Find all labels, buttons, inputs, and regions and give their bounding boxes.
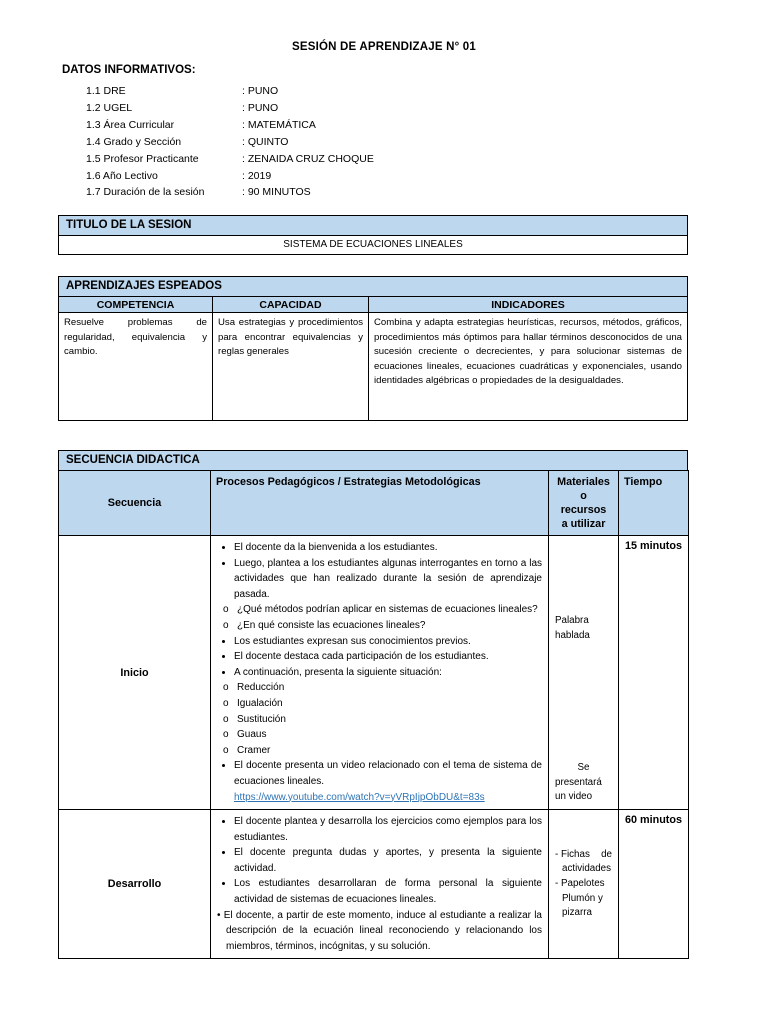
bullet-list-inicio-3 — [217, 758, 542, 805]
titulo-sesion-band: TITULO DE LA SESION — [58, 215, 688, 236]
datos-value: : QUINTO — [242, 135, 289, 148]
time-inicio: 15 minutos — [619, 536, 689, 810]
table-header-row — [59, 471, 689, 536]
youtube-video-link[interactable]: https://www.youtube.com/watch?v=yVRpIjpObDU&t=83s — [234, 791, 485, 803]
list-item: • Los estudiantes expresan sus conocimientos previos. — [234, 634, 542, 650]
list-item — [234, 758, 542, 805]
cell-materiales-inicio — [549, 536, 619, 810]
material-text-inicio-2-line3: un video — [555, 791, 593, 803]
secuencia-didactica-table — [58, 470, 689, 959]
material-line-pizarra: pizarra — [562, 907, 592, 919]
secuencia-didactica-band: SECUENCIA DIDACTICA — [58, 450, 688, 470]
material-de-word: de — [601, 848, 612, 860]
aprendizajes-block — [58, 276, 688, 421]
list-item: o Guaus — [237, 727, 542, 743]
column-header-tiempo: Tiempo — [619, 471, 689, 536]
datos-label: 1.5 Profesor Practicante — [86, 152, 199, 165]
column-header-indicadores: INDICADORES — [369, 297, 688, 313]
cell-procesos-inicio — [211, 536, 549, 810]
datos-label: 1.4 Grado y Sección — [86, 135, 182, 148]
material-line-actividades: actividades — [562, 863, 612, 875]
bullet-list-inicio-1 — [217, 540, 542, 602]
list-item: o Sustitución — [237, 712, 542, 728]
cell-indicadores: Combina y adapta estrategias heurísticas, recursos, métodos, gráficos, procedimientos más óptimos para hallar términos desconocidos de una sucesión creciente o decrecientes, y para solucionar sistemas de ecuaciones lineales, ecuaciones cuadráticas y exponenciales, usando identidades algébricas o propiedades de la desigualdades. — [369, 313, 688, 421]
datos-informativos-list — [86, 83, 506, 201]
table-row-inicio — [59, 536, 689, 810]
datos-label: 1.1 DRE — [86, 85, 126, 97]
material-line-plumon: Plumón y — [562, 892, 603, 904]
list-item: • Los estudiantes desarrollaran de forma personal la siguiente actividad de sistemas de ecuaciones lineales. — [234, 876, 542, 907]
question-list-inicio — [217, 602, 542, 633]
datos-row — [86, 168, 506, 185]
page-title: SESIÓN DE APRENDIZAJE N° 01 — [291, 41, 477, 53]
list-item: o ¿Qué métodos podrían aplicar en sistemas de ecuaciones lineales? — [237, 602, 542, 618]
table-header-row — [59, 297, 688, 313]
list-item: o Reducción — [237, 680, 542, 696]
datos-value: : PUNO — [242, 85, 279, 97]
column-header-capacidad: CAPACIDAD — [213, 297, 369, 313]
datos-value: : MATEMÁTICA — [242, 118, 316, 131]
methods-list-inicio — [217, 680, 542, 758]
table-row — [59, 313, 688, 421]
datos-row — [86, 151, 506, 168]
datos-value: : 2019 — [242, 169, 272, 182]
material-text-inicio-2-line2: presentará — [555, 776, 602, 788]
list-item: • El docente destaca cada participación de los estudiantes. — [234, 649, 542, 665]
titulo-sesion-subtitle: SISTEMA DE ECUACIONES LINEALES — [58, 236, 688, 255]
list-item: o ¿En qué consiste las ecuaciones lineales? — [237, 618, 542, 634]
datos-row — [86, 117, 506, 134]
datos-row — [86, 134, 506, 151]
bullet-list-inicio-2 — [217, 634, 542, 681]
datos-informativos-heading: DATOS INFORMATIVOS: — [62, 64, 196, 76]
aprendizajes-table — [58, 296, 688, 421]
datos-value: : PUNO — [242, 101, 279, 114]
material-line-papelotes: - Papelotes — [555, 877, 605, 889]
table-row-desarrollo — [59, 810, 689, 959]
column-header-competencia: COMPETENCIA — [59, 297, 213, 313]
aprendizajes-band: APRENDIZAJES ESPEADOS — [58, 276, 688, 296]
list-item: • El docente plantea y desarrolla los ejercicios como ejemplos para los estudiantes. — [234, 814, 542, 845]
datos-label: 1.3 Área Curricular — [86, 118, 175, 131]
time-desarrollo: 60 minutos — [619, 810, 689, 959]
bullet-list-desarrollo — [217, 814, 542, 908]
materiales-line-2: o — [580, 490, 587, 502]
materiales-line-3: recursos — [560, 504, 607, 516]
material-text-inicio-1: Palabra hablada — [555, 615, 590, 641]
titulo-sesion-block — [58, 215, 688, 255]
list-item: • El docente da la bienvenida a los estudiantes. — [234, 540, 542, 556]
list-item: • Luego, plantea a los estudiantes algunas interrogantes en torno a las actividades que han realizado durante la sesión de aprendizaje pasada. — [234, 556, 542, 603]
cell-competencia: Resuelve problemas de regularidad, equivalencia y cambio. — [59, 313, 213, 421]
list-item: • A continuación, presenta la siguiente situación: — [234, 665, 542, 681]
material-line-fichas — [555, 848, 612, 863]
datos-value: : 90 MINUTOS — [242, 186, 311, 199]
datos-row — [86, 83, 506, 100]
column-header-secuencia: Secuencia — [59, 471, 211, 536]
paragraph-desarrollo: • El docente, a partir de este momento, induce al estudiante a realizar la descripción de la ecuación lineal reconociendo y relacionando los miembros, términos, incógnitas, y su solución. — [217, 909, 542, 952]
column-header-procesos: Procesos Pedagógicos / Estrategias Metodológicas — [211, 471, 549, 536]
materiales-line-4: a utilizar — [561, 518, 606, 530]
column-header-materiales — [549, 471, 619, 536]
datos-label: 1.6 Año Lectivo — [86, 169, 158, 182]
list-item: • El docente pregunta dudas y aportes, y presenta la siguiente actividad. — [234, 845, 542, 876]
video-bullet-text: El docente presenta un video relacionado con el tema de sistema de ecuaciones lineales. — [234, 760, 542, 787]
cell-materiales-desarrollo — [549, 810, 619, 959]
stage-label-inicio: Inicio — [59, 536, 211, 810]
stage-label-desarrollo: Desarrollo — [59, 810, 211, 959]
datos-row — [86, 184, 506, 201]
datos-label: 1.7 Duración de la sesión — [86, 186, 205, 199]
material-text-inicio-2-line1: Se — [577, 762, 590, 774]
spacer — [555, 540, 612, 614]
list-item: o Igualación — [237, 696, 542, 712]
datos-value: : ZENAIDA CRUZ CHOQUE — [242, 152, 374, 165]
secuencia-didactica-block — [58, 450, 688, 959]
list-item: o Cramer — [237, 743, 542, 759]
material-dash-fichas: - Fichas — [555, 848, 590, 860]
spacer — [555, 643, 612, 761]
cell-capacidad: Usa estrategias y procedimientos para encontrar equivalencias y reglas generales — [213, 313, 369, 421]
datos-label: 1.2 UGEL — [86, 101, 133, 114]
cell-procesos-desarrollo — [211, 810, 549, 959]
datos-row — [86, 100, 506, 117]
materiales-line-1: Materiales — [557, 476, 610, 488]
